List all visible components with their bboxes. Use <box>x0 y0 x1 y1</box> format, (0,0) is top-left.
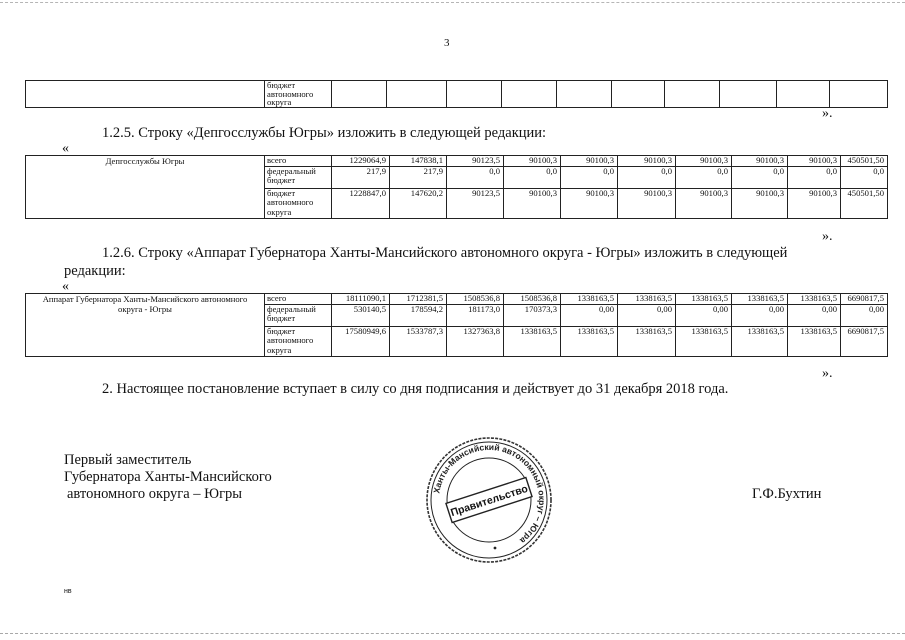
value-cell: 0,0 <box>732 166 788 188</box>
value-cell: 0,00 <box>618 304 676 326</box>
value-cell: 1228847,0 <box>332 188 390 218</box>
value-cell: 18111090,1 <box>332 294 390 305</box>
value-cell: 181173,0 <box>447 304 504 326</box>
value-cell: 1327363,8 <box>447 326 504 356</box>
closing-quote-3: ». <box>822 366 833 381</box>
value-cell: 90100,3 <box>561 188 618 218</box>
opening-quote-1: « <box>62 141 69 156</box>
value-cell: 1338163,5 <box>504 326 561 356</box>
value-cell: 1338163,5 <box>618 326 676 356</box>
table-depgossluzhby <box>25 155 888 219</box>
table-row <box>26 294 888 305</box>
executor-initials: нв <box>64 588 72 595</box>
value-cell: 1338163,5 <box>676 326 732 356</box>
value-cell: 90100,3 <box>561 156 618 167</box>
value-cell: 1508536,8 <box>504 294 561 305</box>
signatory-line-2: Губернатора Ханты-Мансийского <box>64 469 272 485</box>
value-cell: 1338163,5 <box>788 326 841 356</box>
value-cell: 0,0 <box>561 166 618 188</box>
seal-center-text: Правительство <box>449 482 530 520</box>
value-cell: 90123,5 <box>447 156 504 167</box>
row-label-cell: всего <box>265 294 332 305</box>
value-cell: 147838,1 <box>390 156 447 167</box>
value-cell: 0,0 <box>788 166 841 188</box>
signatory-line-1: Первый заместитель <box>64 452 192 468</box>
value-cell: 90123,5 <box>447 188 504 218</box>
value-cell: 90100,3 <box>618 156 676 167</box>
value-cell: 90100,3 <box>676 188 732 218</box>
value-cell: 147620,2 <box>390 188 447 218</box>
value-cell: 1533787,3 <box>390 326 447 356</box>
bottom-scan-border <box>0 633 905 635</box>
official-seal <box>425 436 553 564</box>
value-cell: 6690817,5 <box>841 294 888 305</box>
value-cell: 90100,3 <box>732 188 788 218</box>
value-cell: 0,00 <box>561 304 618 326</box>
table-apparat-gubernatora <box>25 293 888 357</box>
value-cell: 6690817,5 <box>841 326 888 356</box>
value-cell: 450501,50 <box>841 188 888 218</box>
entity-name-cell: Депгосслужбы Югры <box>26 156 265 219</box>
signatory-line-3: автономного округа – Югры <box>67 486 243 502</box>
closing-quote-1: ». <box>822 106 833 121</box>
value-cell: 1229064,9 <box>332 156 390 167</box>
row-label-cell: бюджет автономного округа <box>265 326 332 356</box>
row-label-cell: бюджет автономного округа <box>265 188 332 218</box>
seal-ring-text: Ханты-Мансийский автономный округ – Югра <box>431 441 548 546</box>
value-cell: 217,9 <box>332 166 390 188</box>
row-label-cell: федеральный бюджет <box>265 304 332 326</box>
value-cell: 217,9 <box>390 166 447 188</box>
value-cell: 0,00 <box>676 304 732 326</box>
table-row <box>26 156 888 167</box>
continuation-table <box>25 80 888 108</box>
value-cell: 90100,3 <box>504 188 561 218</box>
paragraph-2: 2. Настоящее постановление вступает в силу со дня подписания и действует до 31 декабря 2018 года. <box>102 381 729 397</box>
value-cell: 178594,2 <box>390 304 447 326</box>
value-cell: 0,0 <box>841 166 888 188</box>
value-cell: 0,0 <box>504 166 561 188</box>
value-cell: 170373,3 <box>504 304 561 326</box>
value-cell: 1338163,5 <box>618 294 676 305</box>
value-cell: 90100,3 <box>676 156 732 167</box>
value-cell: 1338163,5 <box>788 294 841 305</box>
value-cell: 1508536,8 <box>447 294 504 305</box>
value-cell: 90100,3 <box>732 156 788 167</box>
value-cell: 90100,3 <box>504 156 561 167</box>
value-cell: 0,0 <box>447 166 504 188</box>
value-cell: 0,0 <box>618 166 676 188</box>
value-cell: 1712381,5 <box>390 294 447 305</box>
value-cell: 530140,5 <box>332 304 390 326</box>
value-cell: 1338163,5 <box>732 326 788 356</box>
top-scan-border <box>0 2 905 4</box>
section-2-heading-line2: редакции: <box>64 263 126 279</box>
entity-name-cell: Аппарат Губернатора Ханты-Мансийского автономного округа - Югры <box>26 294 265 357</box>
closing-quote-2: ». <box>822 229 833 244</box>
continuation-entity-cell <box>26 81 265 108</box>
value-cell: 1338163,5 <box>561 326 618 356</box>
value-cell: 450501,50 <box>841 156 888 167</box>
value-cell: 1338163,5 <box>561 294 618 305</box>
value-cell: 17580949,6 <box>332 326 390 356</box>
value-cell: 0,0 <box>676 166 732 188</box>
row-label-cell: всего <box>265 156 332 167</box>
signatory-title <box>64 452 272 503</box>
value-cell: 0,00 <box>841 304 888 326</box>
section-2-heading-line1: 1.2.6. Строку «Аппарат Губернатора Ханты-Мансийского автономного округа - Югры» изложить в следующей <box>102 245 788 261</box>
signatory-name: Г.Ф.Бухтин <box>752 486 822 502</box>
value-cell: 1338163,5 <box>676 294 732 305</box>
value-cell: 90100,3 <box>788 188 841 218</box>
value-cell: 0,00 <box>788 304 841 326</box>
value-cell: 0,00 <box>732 304 788 326</box>
continuation-label: бюджет автономного округа <box>265 81 332 108</box>
row-label-cell: федеральный бюджет <box>265 166 332 188</box>
page-number: 3 <box>444 37 450 49</box>
value-cell: 90100,3 <box>788 156 841 167</box>
opening-quote-2: « <box>62 279 69 294</box>
section-1-heading: 1.2.5. Строку «Депгосслужбы Югры» изложить в следующей редакции: <box>102 125 547 141</box>
value-cell: 90100,3 <box>618 188 676 218</box>
value-cell: 1338163,5 <box>732 294 788 305</box>
